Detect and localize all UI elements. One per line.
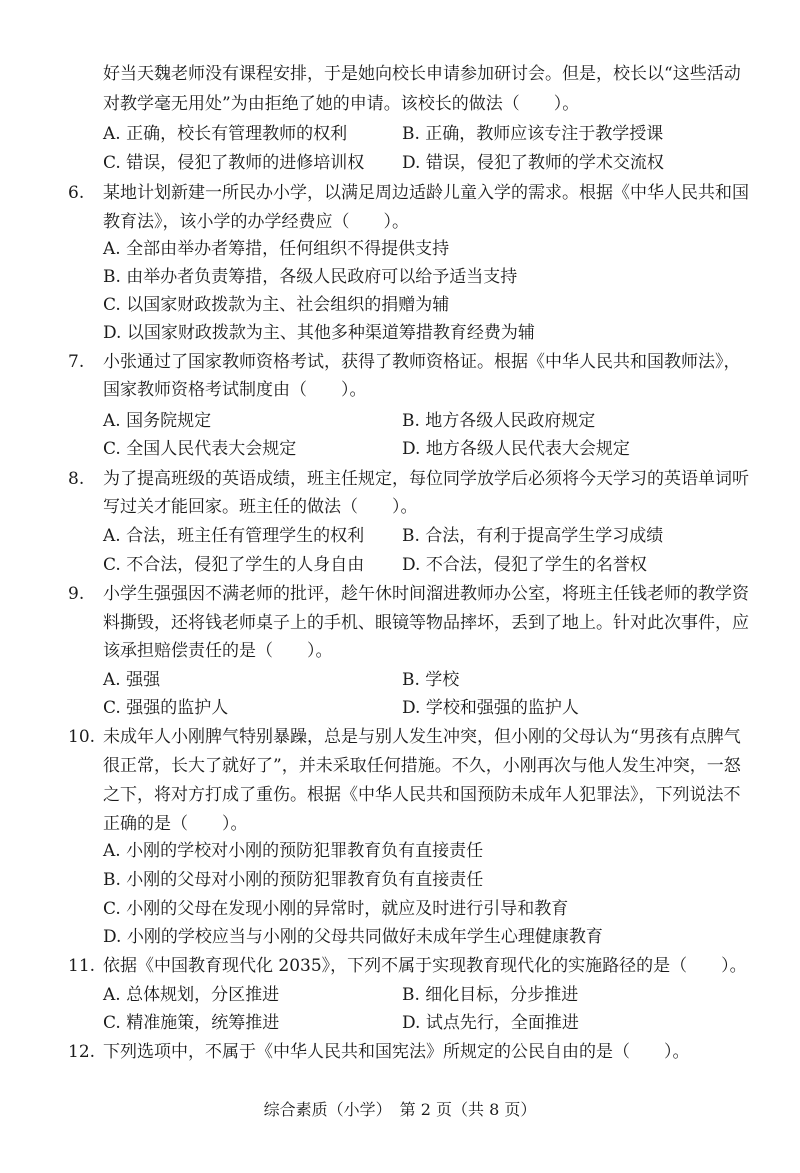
q7-option-b: B. 地方各级人民政府规定 <box>402 411 596 431</box>
q10-line-2: 很正常，长大了就好了”，并未采取任何措施。不久，小刚再次与他人发生冲突，一怒 <box>103 756 741 776</box>
q8-option-d: D. 不合法，侵犯了学生的名誉权 <box>402 555 647 575</box>
q10-option-a: A. 小刚的学校对小刚的预防犯罪教育负有直接责任 <box>103 841 484 861</box>
q11-option-d: D. 试点先行，全面推进 <box>402 1013 579 1033</box>
q8-option-a: A. 合法，班主任有管理学生的权利 <box>103 526 365 546</box>
q6-option-c: C. 以国家财政拨款为主、社会组织的捐赠为辅 <box>103 295 450 315</box>
q12-line-1: 下列选项中，不属于《中华人民共和国宪法》所规定的公民自由的是（ ）。 <box>103 1042 690 1062</box>
q7-line-1: 小张通过了国家教师资格考试，获得了教师资格证。根据《中华人民共和国教师法》， <box>103 352 741 372</box>
q10-option-d: D. 小刚的学校应当与小刚的父母共同做好未成年学生心理健康教育 <box>103 927 603 947</box>
q9-line-1: 小学生强强因不满老师的批评，趁午休时间溜进教师办公室，将班主任钱老师的教学资 <box>103 584 749 604</box>
q9-option-d: D. 学校和强强的监护人 <box>402 698 579 718</box>
q7-number: 7. <box>68 352 85 372</box>
q7-option-a: A. 国务院规定 <box>103 411 212 431</box>
q8-line-2: 写过关才能回家。班主任的做法（ ）。 <box>103 497 418 517</box>
q6-line-2: 教育法》，该小学的办学经费应（ ）。 <box>103 212 409 232</box>
q7-option-d: D. 地方各级人民代表大会规定 <box>402 439 630 459</box>
q8-number: 8. <box>68 469 85 489</box>
q5-line-1: 好当天魏老师没有课程安排，于是她向校长申请参加研讨会。但是，校长以“这些活动 <box>103 64 741 84</box>
q5-option-d: D. 错误，侵犯了教师的学术交流权 <box>402 153 664 173</box>
q12-number: 12. <box>68 1042 96 1062</box>
q11-line-1: 依据《中国教育现代化 2035》，下列不属于实现教育现代化的实施路径的是（ ）。 <box>103 956 747 976</box>
q10-option-c: C. 小刚的父母在发现小刚的异常时，就应及时进行引导和教育 <box>103 899 569 919</box>
q9-option-b: B. 学校 <box>402 670 460 690</box>
q9-line-2: 料撕毁，还将钱老师桌子上的手机、眼镜等物品摔坏，丢到了地上。针对此次事件，应 <box>103 613 749 633</box>
q11-option-c: C. 精准施策，统筹推进 <box>103 1013 280 1033</box>
page-footer: 综合素质（小学） 第 2 页（共 8 页） <box>263 1100 537 1119</box>
q10-line-1: 未成年人小刚脾气特别暴躁，总是与别人发生冲突，但小刚的父母认为“男孩有点脾气 <box>103 727 741 747</box>
q8-line-1: 为了提高班级的英语成绩，班主任规定，每位同学放学后必须将今天学习的英语单词听 <box>103 469 749 489</box>
q8-option-c: C. 不合法，侵犯了学生的人身自由 <box>103 555 365 575</box>
q5-line-2: 对教学毫无用处”为由拒绝了她的申请。该校长的做法（ ）。 <box>103 94 580 114</box>
q6-line-1: 某地计划新建一所民办小学，以满足周边适龄儿童入学的需求。根据《中华人民共和国 <box>103 183 749 203</box>
q10-option-b: B. 小刚的父母对小刚的预防犯罪教育负有直接责任 <box>103 870 484 890</box>
q9-line-3: 该承担赔偿责任的是（ ）。 <box>103 641 333 661</box>
q6-option-a: A. 全部由举办者筹措，任何组织不得提供支持 <box>103 239 450 259</box>
q11-option-a: A. 总体规划，分区推进 <box>103 985 280 1005</box>
q9-option-c: C. 强强的监护人 <box>103 698 229 718</box>
q7-option-c: C. 全国人民代表大会规定 <box>103 439 297 459</box>
q5-option-b: B. 正确，教师应该专注于教学授课 <box>402 124 664 144</box>
q11-number: 11. <box>68 956 96 976</box>
q6-option-d: D. 以国家财政拨款为主、其他多种渠道筹措教育经费为辅 <box>103 323 535 343</box>
q9-number: 9. <box>68 584 85 604</box>
q9-option-a: A. 强强 <box>103 670 161 690</box>
q6-number: 6. <box>68 183 85 203</box>
q10-line-3: 之下，将对方打成了重伤。根据《中华人民共和国预防未成年人犯罪法》，下列说法不 <box>103 785 741 805</box>
q6-option-b: B. 由举办者负责筹措，各级人民政府可以给予适当支持 <box>103 267 518 287</box>
q10-number: 10. <box>68 727 96 747</box>
q5-option-a: A. 正确，校长有管理教师的权利 <box>103 124 348 144</box>
q7-line-2: 国家教师资格考试制度由（ ）。 <box>103 380 367 400</box>
q5-option-c: C. 错误，侵犯了教师的进修培训权 <box>103 153 365 173</box>
q8-option-b: B. 合法，有利于提高学生学习成绩 <box>402 526 664 546</box>
q10-line-4: 正确的是（ ）。 <box>103 814 248 834</box>
q11-option-b: B. 细化目标，分步推进 <box>402 985 579 1005</box>
